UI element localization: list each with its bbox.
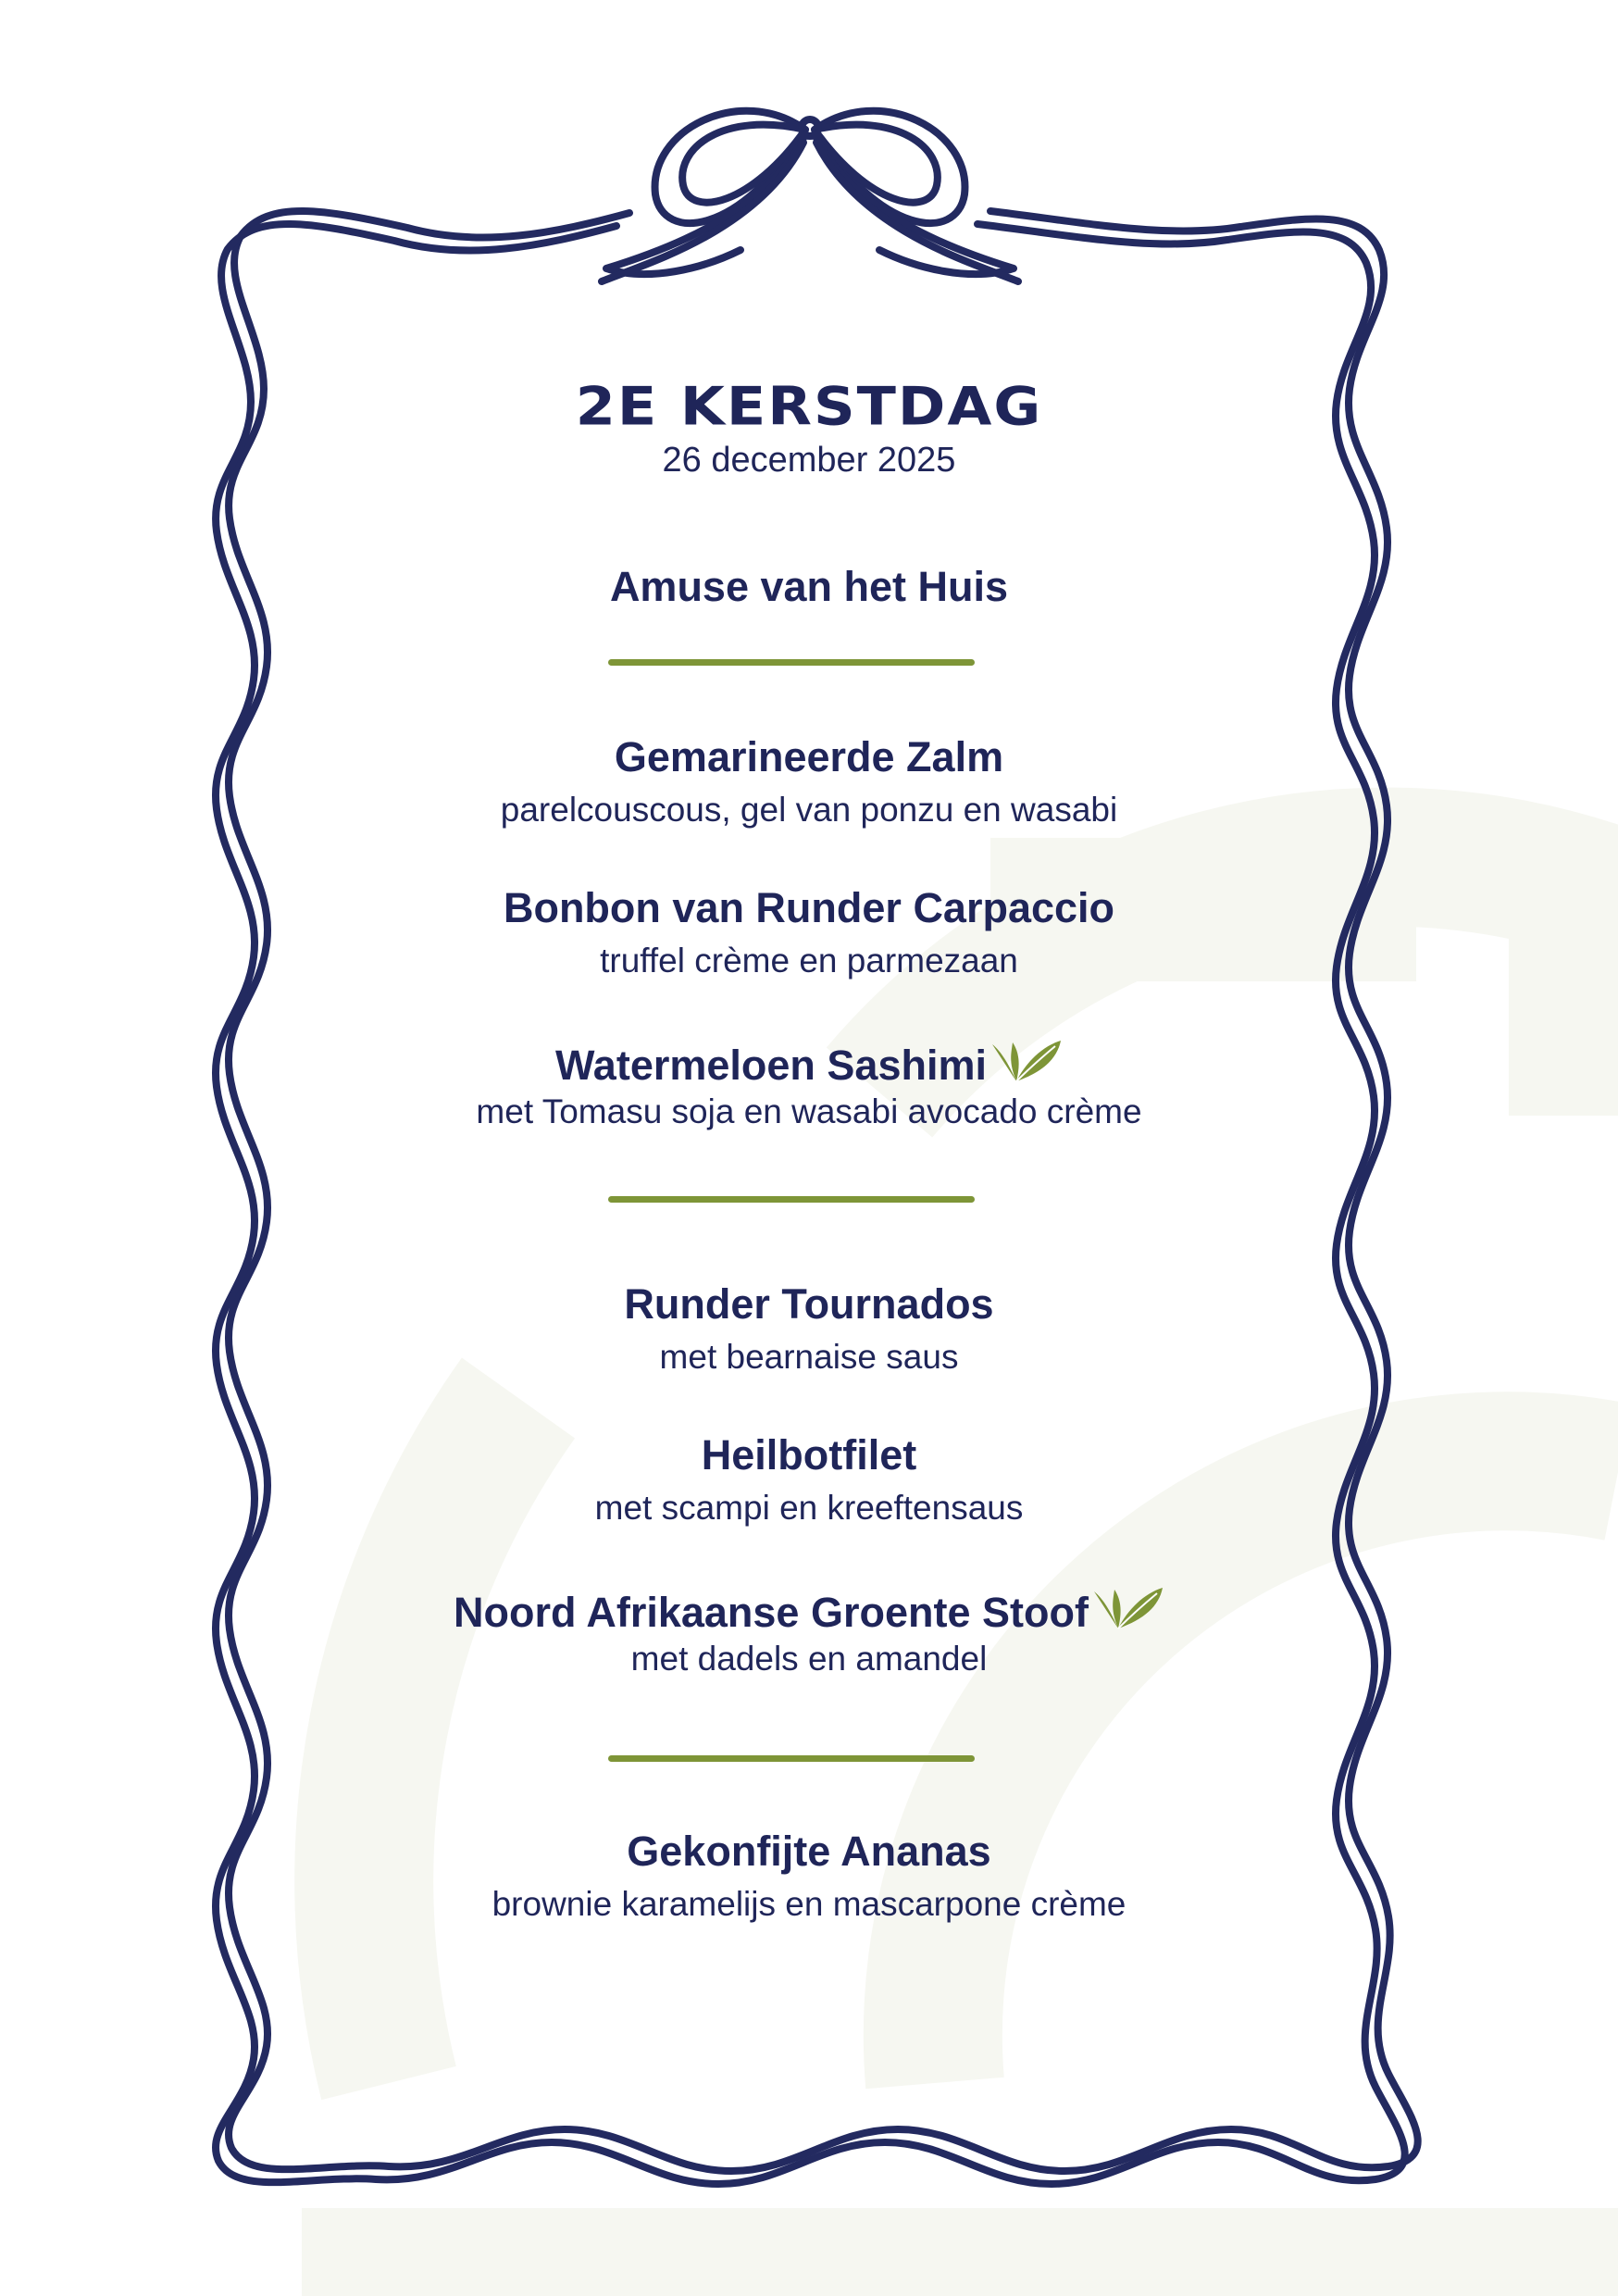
course-name-carpaccio: Bonbon van Runder Carpaccio [503, 884, 1115, 931]
course-name-ananas: Gekonfijte Ananas [627, 1828, 991, 1875]
course-name-heilbotfilet: Heilbotfilet [701, 1431, 917, 1479]
leaf-icon [989, 1035, 1063, 1087]
course-description-carpaccio: truffel crème en parmezaan [600, 942, 1018, 980]
course-name-tournados: Runder Tournados [624, 1280, 994, 1328]
section-divider [608, 1755, 975, 1762]
course-name-stoof: Noord Afrikaanse Groente Stoof [454, 1589, 1089, 1636]
course-item-sashimi [0, 1035, 1618, 1090]
course-name-zalm: Gemarineerde Zalm [614, 733, 1004, 780]
course-description-zalm: parelcouscous, gel van ponzu en wasabi [500, 791, 1118, 829]
course-description-stoof: met dadels en amandel [630, 1640, 988, 1678]
course-description-ananas: brownie karamelijs en mascarpone crème [492, 1885, 1126, 1923]
course-description-tournados: met bearnaise saus [659, 1338, 959, 1376]
course-name-amuse: Amuse van het Huis [609, 563, 1009, 610]
course-name-sashimi: Watermeloen Sashimi [555, 1042, 987, 1089]
leaf-icon [1090, 1582, 1164, 1634]
course-description-sashimi: met Tomasu soja en wasabi avocado crème [476, 1092, 1142, 1130]
page-title: 2E KERSTDAG [575, 374, 1043, 438]
course-description-heilbotfilet: met scampi en kreeftensaus [594, 1489, 1024, 1527]
section-divider [608, 1196, 975, 1203]
course-item-stoof [0, 1582, 1618, 1637]
event-date: 26 december 2025 [662, 441, 956, 480]
section-divider [608, 659, 975, 666]
